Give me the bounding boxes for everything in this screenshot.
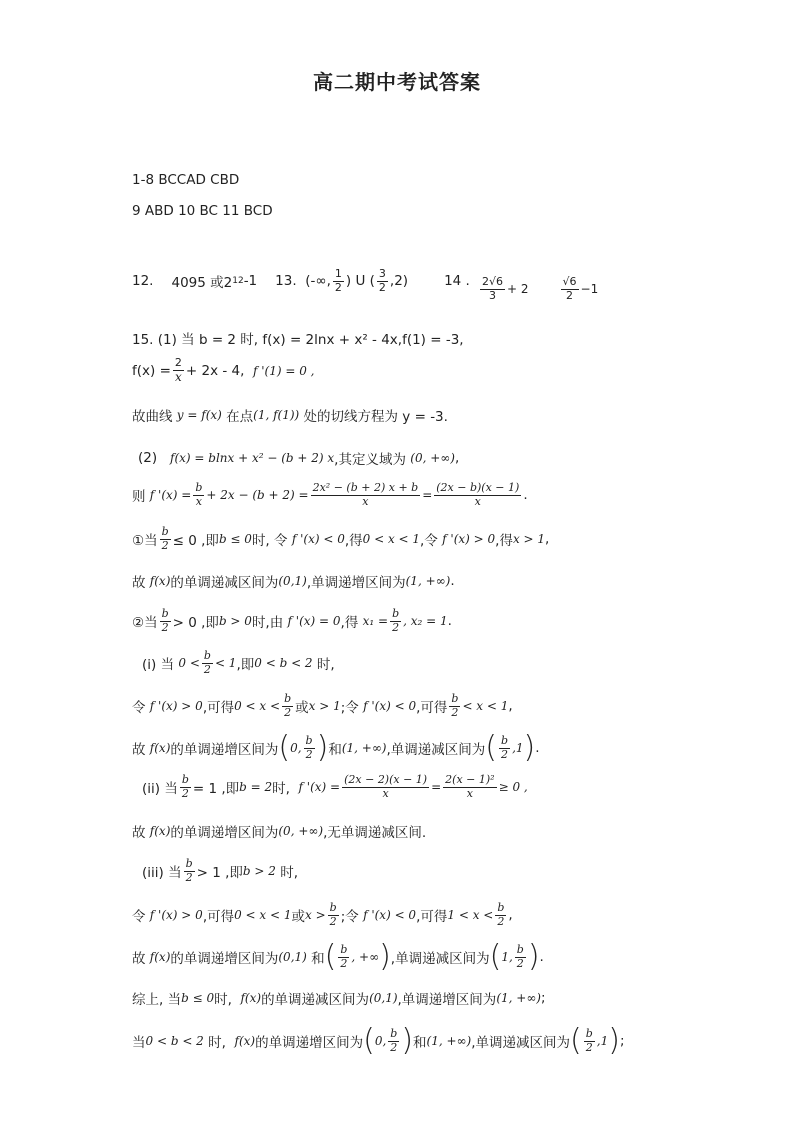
q12-tail: -1 <box>243 273 258 290</box>
subcase-iii-solve: 令 f '(x) > 0 ,可得 0 < x < 1 或 x > $\frac{b}{2}$ ;令 f '(x) < 0 ,可得 1 < x < $\frac{b}{2}$ , <box>132 901 513 928</box>
q14-answer <box>478 276 598 302</box>
subcase-i-result: 故 f(x) 的单调递增区间为 ( 0, $\frac{b}{2}$ ) 和 (1, +∞) ,单调递减区间为 ( $\frac{b}{2}$ ,1 ) . <box>132 730 540 765</box>
q12-text: 4095 或2 <box>171 275 233 292</box>
subcase-i: (i) 当 0 < $\frac{b}{2}$ < 1 ,即 0 < b < 2 时, <box>142 649 335 676</box>
summary-line2: 当 0 < b < 2 时, f(x) 的单调递增区间为 ( 0, $\frac{b}{2}$ ) 和 (1, +∞) ,单调递减区间为 ( $\frac{b}{2}$ ,1 ) ; <box>132 1023 625 1058</box>
q15-part1-line3: 故曲线 y = f(x) 在点 (1, f(1)) 处的切线方程为 y = -3. <box>132 408 448 425</box>
q13-c: ,2) <box>389 273 409 290</box>
summary-line1: 综上, 当 b ≤ 0 时, f(x) 的单调递减区间为 (0,1) ,单调递增区间为 (1, +∞) ; <box>132 990 546 1008</box>
answers-1-8: 1-8 BCCAD CBD <box>132 172 240 188</box>
q15-derivative: 则 f '(x) = $\frac{b}{x}$ + 2x − (b + 2) = $\frac{\text{2x² − (b + 2) x + b}}{x}$ = $\frac{(2x - b)(x - 1)}{x}$ . <box>132 481 528 508</box>
q14-frac1: $\frac{2√6}{3}$ <box>482 275 504 302</box>
subcase-iii: (iii) 当 $\frac{b}{2}$ > 1 ,即 b > 2 时, <box>142 857 298 884</box>
answers-12-14 <box>132 268 470 294</box>
case1-result: 故 f(x) 的单调递减区间为 (0,1) ,单调递增区间为 (1, +∞) . <box>132 573 455 591</box>
q14-label: 14 . <box>444 273 470 290</box>
case2: ②当 $\frac{b}{2}$ > 0 ,即 b > 0 时,由 f '(x) = 0 ,得 x₁ = $\frac{b}{2}$ , x₂ = 1 . <box>132 607 452 634</box>
q13-b: ) U ( <box>345 273 375 290</box>
subcase-iii-result: 故 f(x) 的单调递增区间为 (0,1) 和 ( $\frac{b}{2}$ , +∞ ) ,单调递减区间为 ( 1, $\frac{b}{2}$ ) . <box>132 939 544 974</box>
fraction-2-over-x: $\frac{2}{x}$ <box>174 356 182 384</box>
q12-exp: 12 <box>232 276 244 287</box>
q15-part1-line1: 15. (1) 当 b = 2 时, f(x) = 2lnx + x² - 4x,f(1) = -3, <box>132 332 464 348</box>
q14-frac2: $\frac{√6}{2}$ <box>562 275 577 302</box>
subcase-i-solve: 令 f '(x) > 0 ,可得 0 < x < $\frac{b}{2}$ 或 x > 1 ;令 f '(x) < 0 ,可得 $\frac{b}{2}$ < x < 1 , <box>132 692 513 719</box>
q13-a: (-∞, <box>305 273 331 290</box>
fraction-expanded: $\frac{\text{2x² − (b + 2) x + b}}{x}$ <box>312 481 419 508</box>
fraction-factored: $\frac{(2x - b)(x - 1)}{x}$ <box>436 481 520 508</box>
q13-label: 13. <box>275 273 297 290</box>
subcase-ii-result: 故 f(x) 的单调递增区间为 (0, +∞) ,无单调递减区间. <box>132 824 427 841</box>
subcase-ii: (ii) 当 $\frac{b}{2}$ = 1 ,即 b = 2 时, f '(x) = $\frac{(2x - 2)(x - 1)}{x}$ = $\frac{\text{2(x − 1)²}}{x}$ ≥ 0 , <box>142 773 528 800</box>
fraction-three-half: $\frac{3}{2}$ <box>378 267 386 294</box>
fraction-b-half: $\frac{b}{2}$ <box>161 525 169 552</box>
answers-9-11: 9 ABD 10 BC 11 BCD <box>132 203 273 219</box>
fraction-half: $\frac{1}{2}$ <box>334 267 342 294</box>
page-title: 高二期中考试答案 <box>313 70 481 94</box>
fraction-b-over-x: $\frac{b}{x}$ <box>195 481 203 508</box>
q14-plus: + 2 <box>507 282 529 297</box>
q15-part2-line1: (2) f(x) = blnx + x² − (b + 2) x ,其定义域为 (0, +∞) , <box>138 450 460 468</box>
case1: ①当 $\frac{b}{2}$ ≤ 0 ,即 b ≤ 0 时, 令 f '(x) < 0 ,得 0 < x < 1 ,令 f '(x) > 0 ,得 x > 1 , <box>132 525 550 552</box>
q12-label: 12. <box>132 273 154 290</box>
q14-minus: −1 <box>580 282 599 297</box>
q15-part1-line2: f(x) = $\frac{2}{x}$ + 2x - 4, f '(1) = 0 , <box>132 356 315 384</box>
